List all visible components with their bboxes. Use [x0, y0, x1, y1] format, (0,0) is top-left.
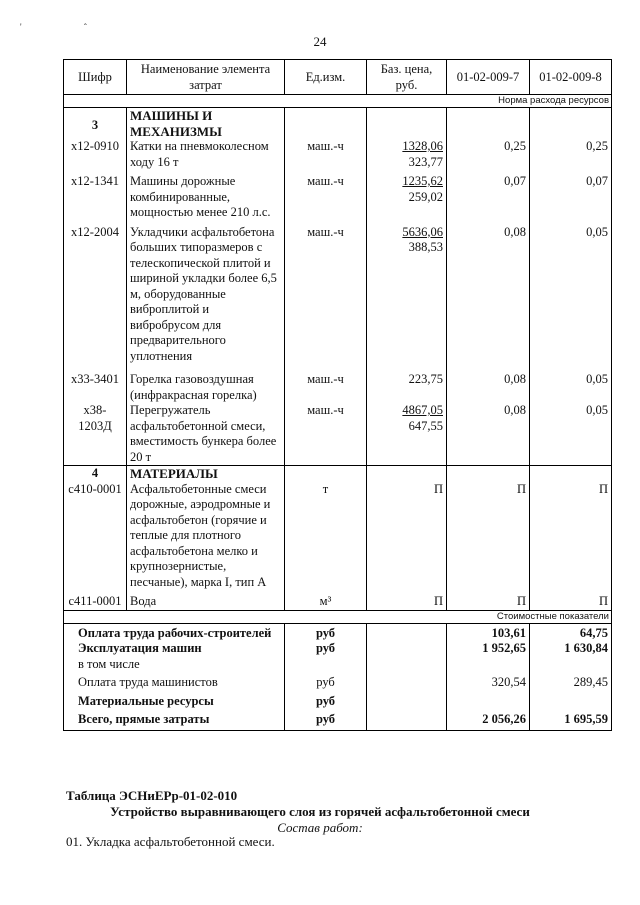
row-name: Горелка газовоздушная (инфракрасная горелка) — [127, 368, 285, 403]
cost-unit: руб — [285, 691, 367, 710]
table-row — [64, 221, 612, 369]
row-price-top: 4867,05 — [402, 403, 443, 417]
cost-v1: 103,61 — [447, 623, 530, 641]
row-price-bottom: 223,75 — [367, 368, 447, 403]
cost-unit: руб — [285, 641, 367, 657]
row-code: х33-3401 — [64, 368, 127, 403]
row-v1: 0,07 — [447, 174, 530, 221]
row-v2: 0,05 — [530, 221, 612, 369]
section4-row — [64, 466, 612, 482]
row-price: П — [367, 594, 447, 610]
cost-label: Материальные ресурсы — [64, 691, 285, 710]
table-row — [64, 403, 612, 466]
section3-num: 3 — [64, 108, 127, 140]
row-name: Укладчики асфальтобетона больших типоразмеров с телескопической плитой и шириной укладки более 6,5 м, оборудованные виброплитой и вибробрусом для предварительного уплотнения — [127, 221, 285, 369]
cost-row — [64, 691, 612, 710]
row-price-bottom: 388,53 — [408, 240, 443, 254]
table-id: Таблица ЭСНиЕРр-01-02-010 — [66, 788, 238, 803]
row-code: х12-0910 — [64, 139, 127, 174]
table-row — [64, 594, 612, 610]
cost-v2: 1 695,59 — [530, 709, 612, 730]
section4-num: 4 — [64, 466, 127, 482]
section3-title: МАШИНЫ И МЕХАНИЗМЫ — [127, 108, 285, 140]
cost-unit: руб — [285, 672, 367, 691]
header-unit: Ед.изм. — [285, 60, 367, 95]
cost-v1: 1 952,65 — [447, 641, 530, 657]
row-v1: 0,25 — [447, 139, 530, 174]
cost-v2: 1 630,84 — [530, 641, 612, 657]
row-price-bottom: 647,55 — [408, 418, 443, 433]
table-title: Устройство выравнивающего слоя из горячей асфальтобетонной смеси — [110, 804, 530, 819]
row-price: П — [367, 482, 447, 595]
row-v2: 0,07 — [530, 174, 612, 221]
table-row — [64, 482, 612, 595]
row-unit: маш.-ч — [285, 221, 367, 369]
cost-row — [64, 657, 612, 673]
header-col2: 01-02-009-8 — [530, 60, 612, 95]
band-norm-label: Норма расхода ресурсов — [64, 95, 612, 108]
row-unit: маш.-ч — [285, 174, 367, 221]
row-v2: П — [530, 594, 612, 610]
row-v2: П — [530, 482, 612, 595]
row-code: х12-2004 — [64, 221, 127, 369]
row-v1: 0,08 — [447, 221, 530, 369]
row-unit: маш.-ч — [285, 403, 367, 466]
row-name: Машины дорожные комбинированные, мощностью менее 210 л.с. — [127, 174, 285, 221]
row-unit: м³ — [285, 594, 367, 610]
section3-row — [64, 108, 612, 140]
row-price-bottom: 259,02 — [408, 189, 443, 204]
table-header — [64, 60, 612, 95]
cost-unit: руб — [285, 709, 367, 730]
row-name: Перегружатель асфальтобетонной смеси, вместимость бункера более 20 т — [127, 403, 285, 466]
row-unit: маш.-ч — [285, 368, 367, 403]
row-name: Асфальтобетонные смеси дорожные, аэродромные и асфальтобетон (горячие и теплые для плотного асфальтобетона мелко и крупнозернистые, песчаные), марка I, тип А — [127, 482, 285, 595]
row-name: Катки на пневмоколесном ходу 16 т — [127, 139, 285, 174]
row-price-top: 1235,62 — [402, 174, 443, 188]
cost-v1: 2 056,26 — [447, 709, 530, 730]
work-operation: 01. Укладка асфальтобетонной смеси. — [66, 834, 275, 849]
row-v2: 0,25 — [530, 139, 612, 174]
header-name: Наименование элемента затрат — [127, 60, 285, 95]
cost-label: Эксплуатация машин — [64, 641, 285, 657]
cost-unit: руб — [285, 623, 367, 641]
row-name: Вода — [127, 594, 285, 610]
cost-label: в том числе — [64, 657, 285, 673]
cost-v1: 320,54 — [447, 672, 530, 691]
cost-v2: 64,75 — [530, 623, 612, 641]
row-code: с411-0001 — [64, 594, 127, 610]
cost-row — [64, 672, 612, 691]
row-v2: 0,05 — [530, 403, 612, 466]
header-col1: 01-02-009-7 — [447, 60, 530, 95]
row-unit: маш.-ч — [285, 139, 367, 174]
scan-specks: ' ˆ — [20, 22, 117, 32]
cost-row — [64, 709, 612, 730]
cost-label: Оплата труда рабочих-строителей — [64, 623, 285, 641]
row-price-bottom: 323,77 — [408, 154, 443, 169]
cost-label: Оплата труда машинистов — [64, 672, 285, 691]
row-price-top: 5636,06 — [402, 224, 443, 239]
table-row — [64, 174, 612, 221]
page-number: 24 — [313, 34, 327, 49]
header-base-price: Баз. цена, руб. — [367, 60, 447, 95]
cost-row — [64, 641, 612, 657]
cost-v2: 289,45 — [530, 672, 612, 691]
table-row — [64, 368, 612, 403]
resource-table — [63, 59, 612, 731]
band-cost — [64, 610, 612, 623]
work-composition-heading: Состав работ: — [277, 820, 363, 835]
row-price-top: 1328,06 — [402, 139, 443, 153]
row-v1: П — [447, 594, 530, 610]
cost-label: Всего, прямые затраты — [64, 709, 285, 730]
row-unit: т — [285, 482, 367, 595]
section4-title: МАТЕРИАЛЫ — [127, 466, 285, 482]
row-v2: 0,05 — [530, 368, 612, 403]
row-code: х38-1203Д — [64, 403, 127, 466]
band-norm — [64, 95, 612, 108]
header-code: Шифр — [64, 60, 127, 95]
table-row — [64, 139, 612, 174]
row-v1: П — [447, 482, 530, 595]
row-v1: 0,08 — [447, 368, 530, 403]
band-cost-label: Стоимостные показатели — [64, 610, 612, 623]
row-code: х12-1341 — [64, 174, 127, 221]
row-v1: 0,08 — [447, 403, 530, 466]
row-code: с410-0001 — [64, 482, 127, 595]
cost-row — [64, 623, 612, 641]
